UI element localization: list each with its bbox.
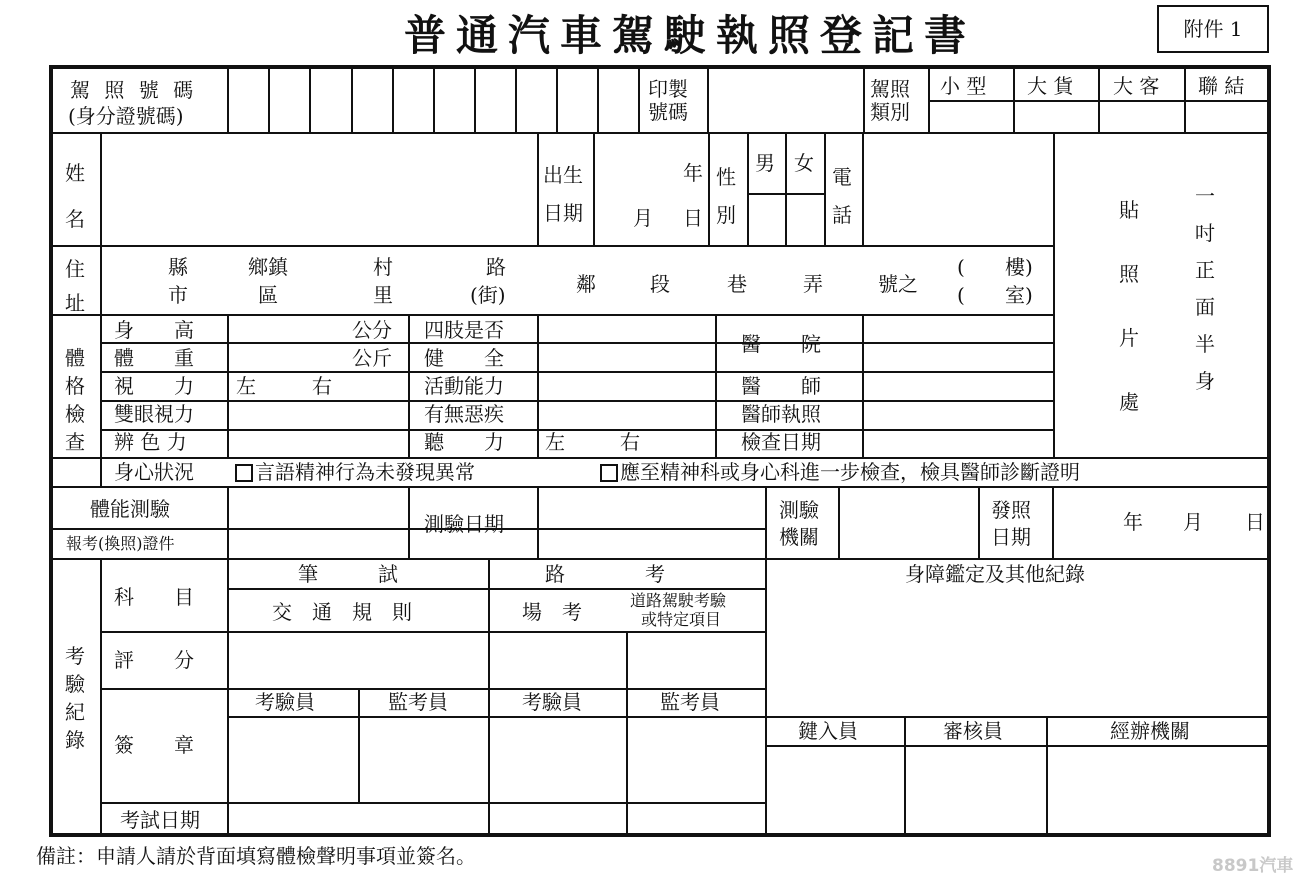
grid-line	[52, 245, 1053, 247]
road-test-label: 路 考	[545, 562, 665, 586]
grid-line	[862, 314, 864, 457]
grid-line	[747, 132, 749, 245]
reviewer-label: 審核員	[943, 719, 1003, 743]
grid-line	[537, 486, 539, 558]
grid-line	[227, 558, 229, 835]
class-truck: 大 貨	[1027, 74, 1074, 98]
grid-line	[100, 400, 1053, 402]
mobility-label: 活動能力	[424, 374, 504, 398]
year-label: 年	[683, 161, 703, 185]
id-no-label: (身分證號碼)	[68, 104, 184, 128]
field-test-label: 場 考	[522, 600, 582, 624]
class-bus: 大 客	[1113, 74, 1160, 98]
mental-status-label: 身心狀況	[114, 460, 194, 484]
grid-line	[358, 688, 360, 802]
fitness-test-label: 體能測驗	[90, 497, 170, 521]
attachment-box: 附件 1	[1157, 5, 1269, 53]
grid-line	[392, 68, 394, 132]
addr-number: 號之	[878, 272, 918, 296]
addr-road: 路	[486, 255, 506, 279]
name-label: 姓名	[65, 161, 85, 231]
issue-label-2: 日期	[991, 525, 1031, 549]
grid-line	[928, 68, 930, 132]
addr-city: 市	[168, 283, 188, 307]
grid-line	[593, 132, 595, 245]
mental-option-refer[interactable]	[600, 460, 1080, 484]
grid-line	[351, 68, 353, 132]
hearing-right: 右	[620, 430, 640, 454]
addr-li: 里	[373, 283, 393, 307]
month-label: 月	[633, 206, 653, 230]
grid-line	[100, 429, 1053, 431]
address-label: 住址	[65, 257, 85, 315]
grid-line	[556, 68, 558, 132]
doctor-label: 醫 師	[741, 374, 821, 398]
examiner-label-1: 考驗員	[255, 690, 315, 714]
grid-line	[708, 132, 710, 245]
grid-line	[863, 68, 865, 132]
vision-right: 右	[312, 374, 332, 398]
grid-line	[978, 486, 980, 558]
grid-line	[904, 716, 906, 835]
grid-line	[227, 486, 229, 558]
grid-line	[1052, 486, 1054, 558]
birth-date-label: 日期	[543, 201, 583, 225]
grid-line	[100, 371, 1053, 373]
grid-line	[433, 68, 435, 132]
photo-label-left: 貼照片處	[1119, 198, 1139, 414]
grid-line	[597, 68, 599, 132]
agency-label-2: 機關	[779, 525, 819, 549]
color-vision-label: 辨 色 力	[114, 430, 187, 454]
class-trailer: 聯 結	[1198, 74, 1245, 98]
grid-line	[100, 631, 765, 633]
grid-line	[52, 457, 1268, 459]
grid-line	[765, 716, 1268, 718]
grid-line	[268, 68, 270, 132]
addr-street: (街)	[470, 283, 506, 307]
kg-unit: 公斤	[352, 346, 392, 370]
issue-month: 月	[1183, 510, 1203, 534]
grid-line	[537, 314, 539, 457]
checkbox-refer[interactable]	[600, 464, 618, 482]
height-label: 身 高	[114, 318, 194, 342]
grid-line	[227, 314, 229, 457]
doctor-license-label: 醫師執照	[741, 402, 821, 426]
exam-docs-label: 報考(換照)證件	[66, 534, 175, 553]
addr-lane: 巷	[727, 272, 747, 296]
addr-neighborhood: 鄰	[576, 272, 596, 296]
proctor-label-1: 監考員	[388, 690, 448, 714]
grid-line	[408, 486, 410, 558]
road-driving-label: 道路駕駛考驗	[630, 591, 727, 610]
subject-label: 科 目	[114, 585, 194, 609]
grid-line	[537, 132, 539, 245]
opt-normal-text: 言語精神行為未發現異常	[255, 460, 475, 484]
grid-line	[707, 68, 709, 132]
grid-line	[474, 68, 476, 132]
license-class-label: 駕照類別	[870, 77, 910, 124]
hearing-left: 左	[545, 430, 565, 454]
grid-line	[100, 314, 102, 486]
handling-agency-label: 經辦機關	[1110, 719, 1190, 743]
sex-label: 性別	[716, 165, 736, 227]
grid-line	[100, 132, 102, 314]
disease-label: 有無惡疾	[424, 402, 504, 426]
addr-section: 段	[650, 272, 670, 296]
day-label: 日	[683, 206, 703, 230]
watermark: 8891汽車	[1212, 856, 1294, 876]
grid-line	[227, 68, 229, 132]
grid-line	[747, 193, 824, 195]
traffic-rules-label: 交 通 規 則	[272, 600, 412, 624]
disability-record-label: 身障鑑定及其他紀錄	[905, 562, 1085, 586]
class-small: 小 型	[940, 74, 987, 98]
exam-date-label: 考試日期	[120, 808, 200, 832]
binocular-label: 雙眼視力	[114, 402, 194, 426]
test-date-label: 測驗日期	[424, 512, 504, 536]
addr-county: 縣	[168, 255, 188, 279]
print-code-label: 印製號碼	[648, 77, 688, 124]
grid-line	[765, 558, 767, 835]
grid-line	[408, 314, 410, 457]
phone-label: 電話	[832, 165, 852, 227]
grid-line	[227, 716, 765, 718]
exam-record-label: 考驗紀錄	[65, 644, 85, 752]
grid-line	[862, 132, 864, 245]
opt-refer-text: 應至精神科或身心科進一步檢查，檢具醫師診斷證明	[620, 460, 1080, 484]
grid-line	[309, 68, 311, 132]
grid-line	[227, 588, 765, 590]
grid-line	[1098, 68, 1100, 132]
grid-line	[515, 68, 517, 132]
birth-label: 出生	[543, 163, 583, 187]
grid-line	[638, 68, 640, 132]
grid-line	[52, 486, 1268, 488]
grid-line	[100, 558, 102, 835]
sex-female: 女	[794, 151, 814, 175]
license-no-label: 駕 照 號 碼	[70, 78, 198, 102]
addr-room-open: (	[957, 283, 965, 307]
sex-male: 男	[755, 151, 775, 175]
proctor-label-2: 監考員	[660, 690, 720, 714]
issue-label-1: 發照	[991, 498, 1031, 522]
addr-floor: 樓)	[1005, 255, 1033, 279]
grid-line	[488, 558, 490, 835]
grid-line	[626, 631, 628, 835]
physical-exam-label: 體格檢查	[65, 346, 85, 454]
photo-label-right: 一吋正面半身	[1195, 184, 1215, 393]
form-frame	[49, 65, 1271, 837]
written-test-label: 筆 試	[298, 562, 398, 586]
grid-line	[1013, 68, 1015, 132]
special-item-label: 或特定項目	[641, 610, 722, 629]
grid-line	[824, 132, 826, 245]
vision-left: 左	[236, 374, 256, 398]
grid-line	[52, 314, 1053, 316]
grid-line	[765, 486, 767, 558]
checkbox-normal[interactable]	[235, 464, 253, 482]
keyin-staff-label: 鍵入員	[798, 719, 858, 743]
agency-label-1: 測驗	[779, 498, 819, 522]
grid-line	[100, 802, 765, 804]
footnote: 備註：申請人請於背面填寫體檢聲明事項並簽名。	[36, 844, 476, 868]
examiner-label-2: 考驗員	[522, 690, 582, 714]
limbs-complete-label: 健 全	[424, 346, 504, 370]
grid-line	[1046, 716, 1048, 835]
grid-line	[785, 132, 787, 245]
score-label: 評 分	[114, 648, 194, 672]
grid-line	[1053, 132, 1055, 457]
addr-district: 區	[258, 283, 278, 307]
signature-label: 簽 章	[114, 733, 194, 757]
grid-line	[1184, 68, 1186, 132]
vision-label: 視 力	[114, 374, 194, 398]
grid-line	[765, 745, 1268, 747]
limbs-label: 四肢是否	[424, 318, 504, 342]
mental-option-normal[interactable]	[235, 460, 475, 484]
check-date-label: 檢查日期	[741, 430, 821, 454]
addr-alley: 弄	[803, 272, 823, 296]
cm-unit: 公分	[352, 318, 392, 342]
grid-line	[715, 314, 717, 457]
form-title: 普通汽車駕駛執照登記書	[403, 11, 976, 60]
hospital-label: 醫 院	[741, 332, 821, 356]
grid-line	[838, 486, 840, 558]
grid-line	[100, 342, 1053, 344]
addr-floor-open: (	[957, 255, 965, 279]
hearing-label: 聽 力	[424, 430, 504, 454]
addr-village: 村	[373, 255, 393, 279]
addr-room: 室)	[1005, 283, 1033, 307]
weight-label: 體 重	[114, 346, 194, 370]
issue-year: 年	[1123, 510, 1143, 534]
issue-day: 日	[1245, 510, 1265, 534]
grid-line	[52, 558, 1268, 560]
addr-township: 鄉鎮	[248, 255, 288, 279]
grid-line	[52, 132, 1268, 134]
